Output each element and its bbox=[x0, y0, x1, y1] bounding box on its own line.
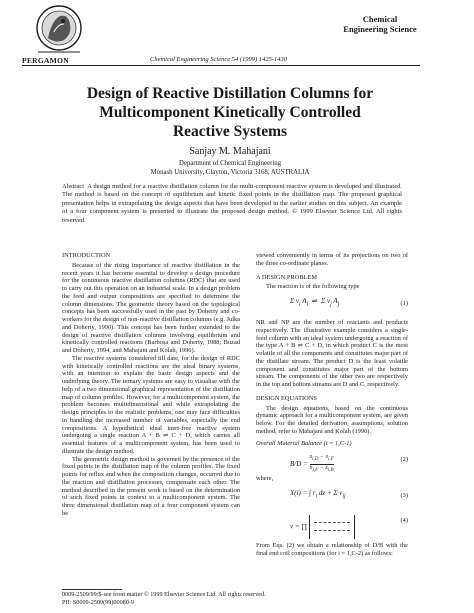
equation-3-formula: X(i) = ∫ $r_i$ dz + Σ $v_{ij}$ bbox=[290, 489, 346, 500]
pii-line: PII: S0009-2509(99)00080-9 bbox=[62, 599, 135, 606]
intro-paragraph: Because of the rising importance of reactive distillation in the recent years it has become essential to develop a design procedure for the continuous reactive distillation columns (RDC) that are used to carry out this operation on an industrial scale. In a design problem the feed and output compositions are specified to determine the column dimensions. The geometric theory based on the topological concepts has been successfully used in the past by Doherty and co-workers for the design of non-reactive distillation columns (e.g. Julka and Doherty, 1990). This concept has been further extended to the design of reactive distillation columns involving equilibrium and kinetically controlled reactions (Barbosa and Doherty, 1988; Buzad and Doherty, 1994, and Mahajani and Kolah, 1996). bbox=[62, 261, 241, 354]
design-problem-heading: A DESIGN PROBLEM bbox=[256, 273, 318, 281]
intro-paragraph: The geometric design method is governed by the presence of the fixed points in the distillation map of the column profiles. The fixed points for reflux and when the composition changes, occurred due to the reaction and distillation processes, compensate each other. The method described in the present work is based on the determination of such fixed points in context to a multicomponent system. The three dimensional distillation map of a four component system can be bbox=[62, 455, 240, 517]
publisher-name: PERGAMON bbox=[22, 56, 69, 65]
abstract-label: Abstract bbox=[62, 183, 85, 190]
abstract bbox=[62, 183, 402, 225]
body-paragraph: viewed conveniently in terms of its projections on two of the three co-ordinate planes. bbox=[256, 252, 408, 267]
publisher-logo-icon bbox=[30, 2, 88, 58]
design-equations-heading: DESIGN EQUATIONS bbox=[256, 394, 317, 402]
affiliation bbox=[40, 160, 420, 177]
equation-2 bbox=[256, 450, 408, 472]
abstract-text: A design method for a reactive distillation column for the multi-component reactive system is developed and illustrated. The method is based on the concept of equilibrium and kinetic fixed points in the distillation map. The proposed graphical presentation helps in extrapolating the design aspects that have been developed in the earlier studies on this subject. An example of a four component system is presented to illustrate the proposed design method. © 1999 Elsevier Science Ltd. All rights reserved. bbox=[62, 183, 402, 224]
body-paragraph: The reaction is of the following type bbox=[266, 283, 360, 291]
equation-number: (2) bbox=[400, 456, 408, 464]
right-column bbox=[256, 252, 408, 558]
journal-citation: Chemical Engineering Science 54 (1999) 1425-1430 bbox=[150, 56, 288, 63]
equation-4-formula: ν = ∏ bbox=[290, 515, 355, 539]
title-line: Reactive Systems bbox=[172, 123, 288, 140]
title-line: Design of Reactive Distillation Columns for bbox=[86, 85, 374, 102]
header-rule bbox=[22, 65, 420, 66]
where-label: where, bbox=[256, 475, 274, 483]
equation-1 bbox=[256, 294, 408, 316]
equation-3 bbox=[256, 486, 408, 508]
equation-number: (3) bbox=[400, 492, 408, 499]
equation-number: (4) bbox=[400, 517, 408, 524]
copyright-line: 0009-2509/99/$-see front matter © 1999 Elsevier Science Ltd. All rights reserved. bbox=[62, 591, 266, 598]
intro-paragraph: The reactive systems considered till date, for the design of RDC with kinetically controlled reactions are the ideal binary systems, with an intention to explain the basic design aspects and the underlying theory. The ternary systems are easy to visualise with the help of a two dimensional graphical representation of the distillation map of column profiles. However, for a multicomponent system, the problem becomes multidimensional and while extrapolating the design principles to the realistic problems, one may face difficulties in handling the increased number of variables, especially the end compositions. A hypothetical ideal inert-free reactive system undergoing a single reaction A + B ⇌ C + D, which carries all essential features of a multicomponent system, has been used to illustrate the design method. bbox=[62, 354, 240, 455]
author-name: Sanjay M. Mahajani bbox=[189, 146, 271, 157]
body-paragraph: NR and NP are the number of reactants and products respectively. The illustrative example considers a single-feed column with an ideal system undergoing a reaction of the type A + B ⇌ C + D, in which product C is the most volatile of all the components and constitutes major part of the distillate stream. The product D is the least volatile component and constitutes major part of the bottom stream. The components of the other two are respectively in the top and bottom streams are D and C, respectively. bbox=[256, 319, 408, 388]
journal-name-line1: Chemical bbox=[362, 14, 398, 24]
equation-number: (1) bbox=[400, 300, 408, 307]
left-column bbox=[62, 252, 240, 518]
overall-balance-heading: Overall Material Balance (i = 1,C-1) bbox=[256, 439, 352, 447]
footer-rule bbox=[62, 589, 122, 590]
title-line: Multicomponent Kinetically Controlled bbox=[99, 104, 361, 121]
matrix-symbol bbox=[309, 515, 355, 539]
journal-name-line2: Engineering Science bbox=[343, 24, 417, 34]
affiliation-department: Department of Chemical Engineering bbox=[178, 160, 282, 167]
equation-4 bbox=[256, 511, 408, 539]
equation-1-formula: Σ $\nu_i$ $A_i$ ⇌ Σ $\nu_j$ $A_j$ bbox=[290, 297, 340, 308]
equation-2-formula: B/D = $\frac{x_{i,D} - x_{i,F}}{x_{i,F} - x_{i,B}}$ bbox=[290, 454, 334, 474]
affiliation-address: Monash University, Clayton, Victoria 3168, AUSTRALIA bbox=[150, 168, 310, 176]
body-paragraph: The design equations, based on the continuous dynamic approach for a multicomponent system, are given below. For the detailed derivation, assumptions, solution method, refer to Mahajani and Kolah (1996). bbox=[256, 404, 408, 435]
body-paragraph: From Eqs. (2) we obtain a relationship of D/B with the final end coil compositions (for i = 1,C-2) as follows: bbox=[256, 542, 408, 557]
journal-name bbox=[340, 14, 420, 34]
introduction-heading: INTRODUCTION bbox=[62, 252, 111, 259]
paper-title bbox=[40, 84, 420, 141]
